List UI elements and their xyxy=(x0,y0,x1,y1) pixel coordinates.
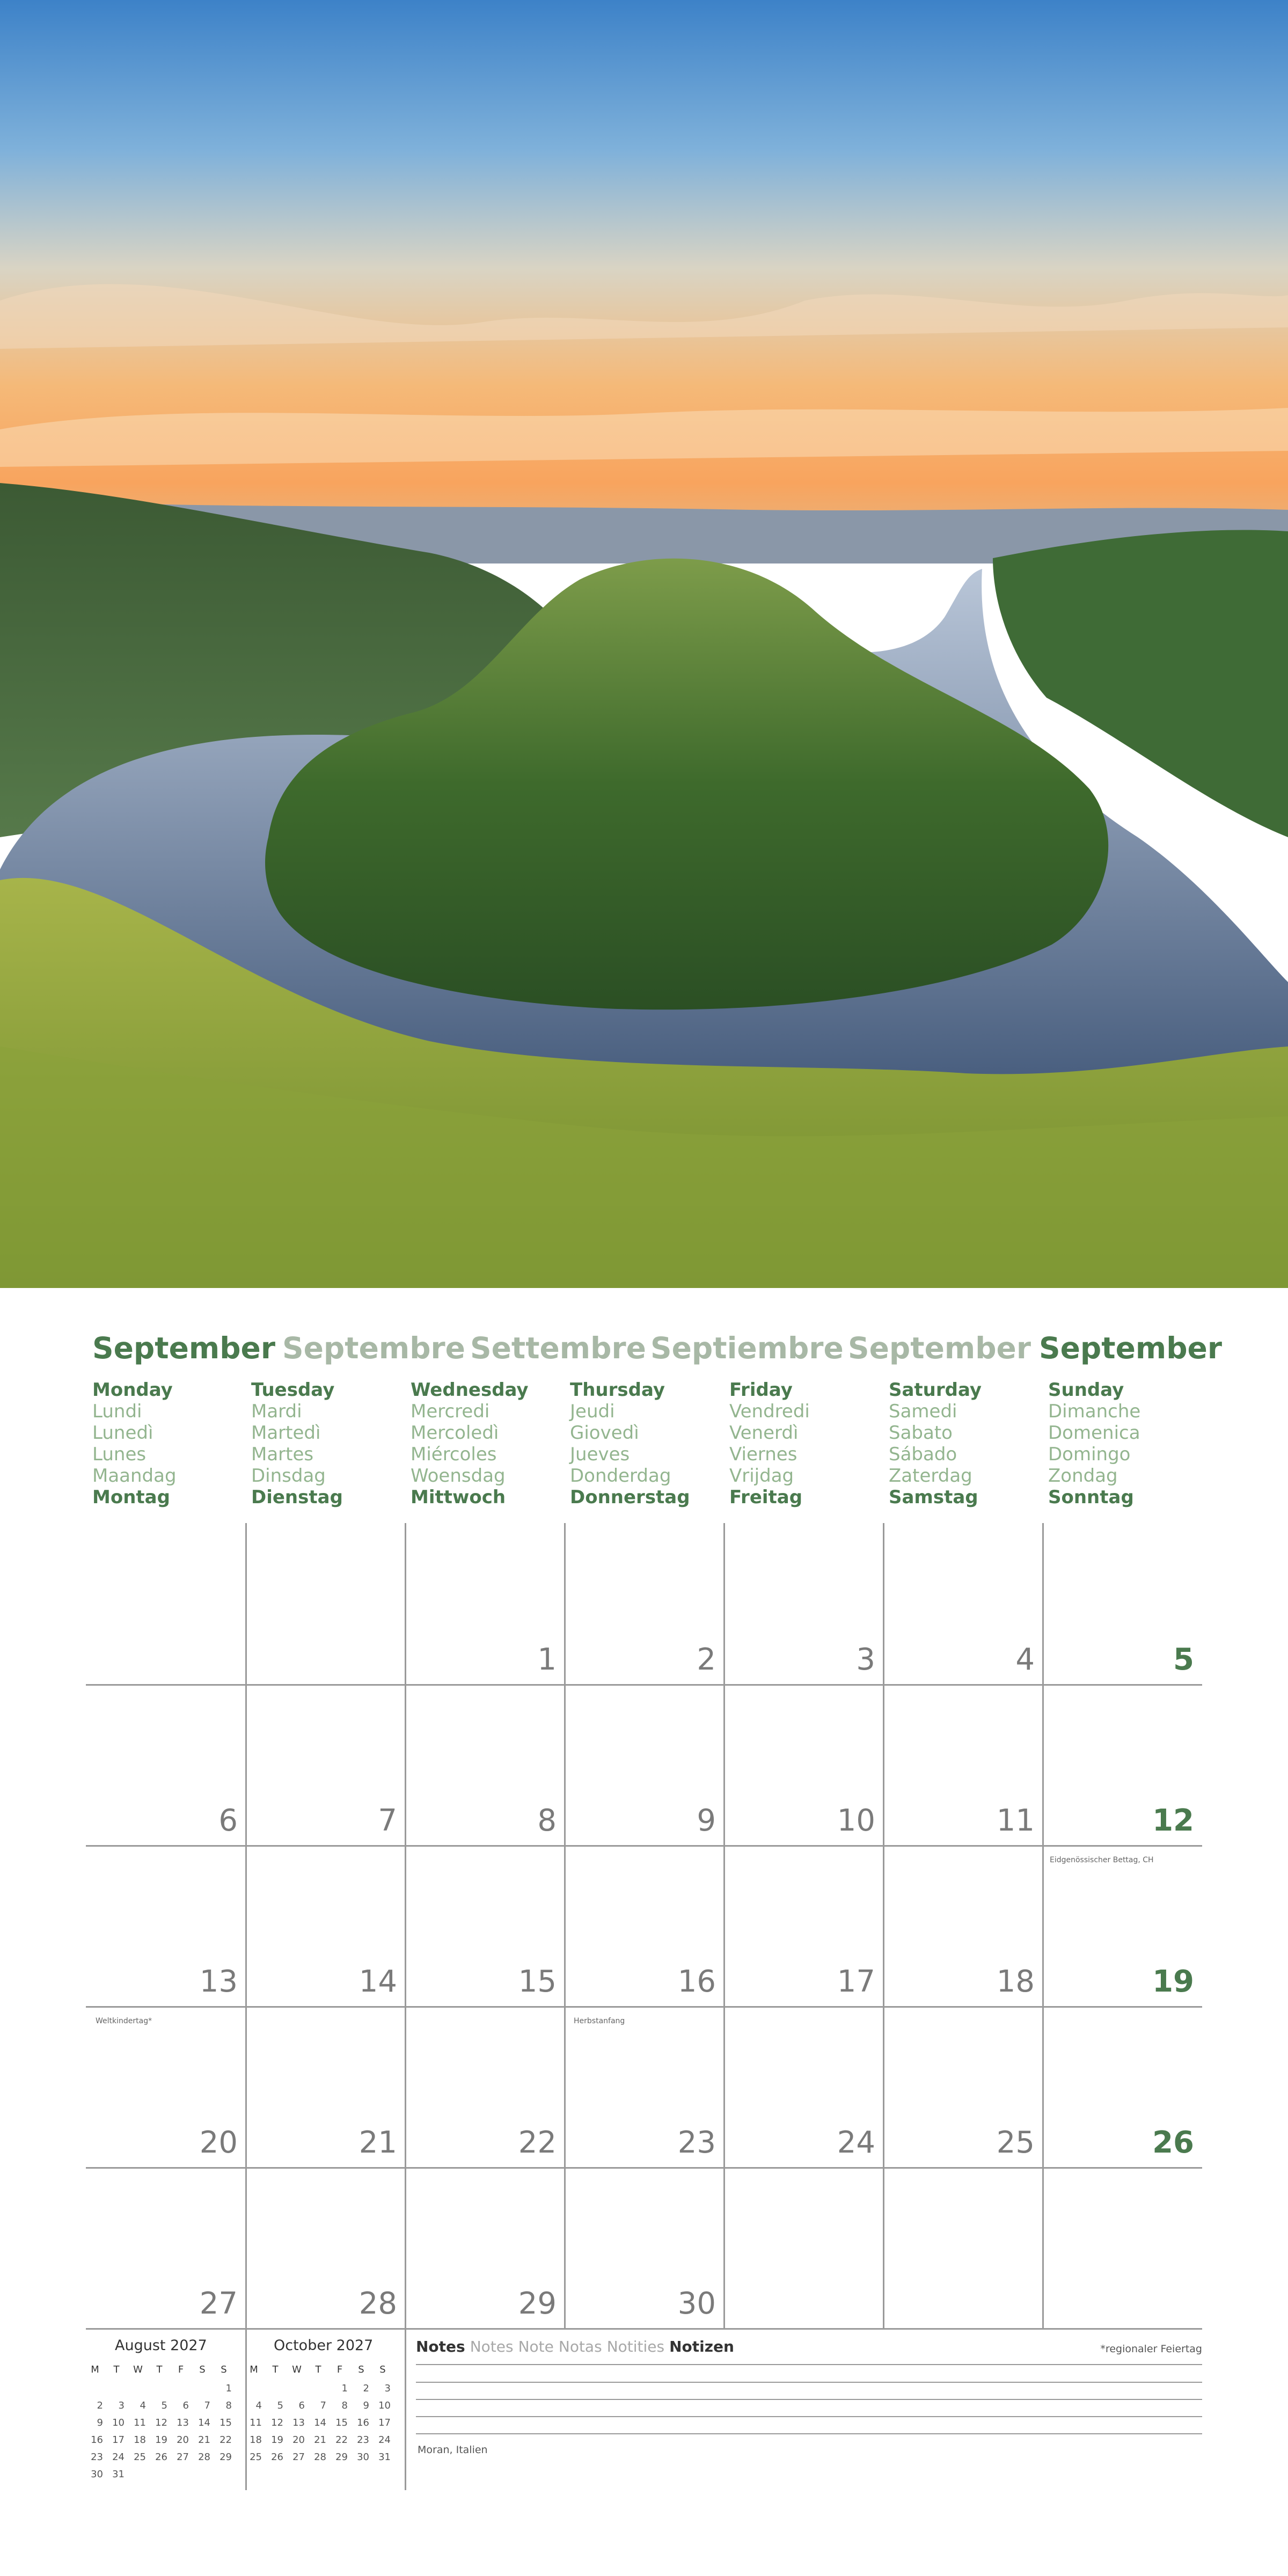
day-number: 13 xyxy=(199,1964,238,1999)
mini-calendar-weekday: S xyxy=(221,2364,227,2375)
weekday-column-thursday xyxy=(570,1379,690,1508)
weekday-name: Sunday xyxy=(1048,1379,1124,1401)
weekday-name: Zondag xyxy=(1048,1465,1118,1487)
day-number: 27 xyxy=(199,2286,238,2321)
weekday-name: Miércoles xyxy=(411,1444,497,1465)
weekday-column-wednesday xyxy=(411,1379,529,1508)
day-number: 28 xyxy=(358,2286,397,2321)
weekday-column-sunday xyxy=(1048,1379,1140,1508)
grid-line-vertical xyxy=(405,1523,406,2328)
mini-calendar-day: 7 xyxy=(320,2400,326,2411)
mini-calendar-day: 8 xyxy=(225,2400,232,2411)
footnote: *regionaler Feiertag xyxy=(1100,2343,1202,2355)
month-title-italian: Settembre xyxy=(470,1331,646,1365)
weekday-name: Sábado xyxy=(889,1444,957,1465)
day-number: 11 xyxy=(996,1803,1035,1838)
grid-line-horizontal xyxy=(86,2006,1202,2008)
weekday-column-monday xyxy=(92,1379,177,1508)
month-title-german: September xyxy=(1039,1331,1222,1365)
weekday-name: Maandag xyxy=(92,1465,177,1487)
grid-line-horizontal xyxy=(86,1845,1202,1847)
mini-calendar-day: 12 xyxy=(271,2417,283,2428)
mini-calendar-day: 26 xyxy=(155,2451,167,2463)
weekday-name: Jeudi xyxy=(570,1401,615,1422)
mini-calendar-day: 4 xyxy=(140,2400,146,2411)
weekday-name: Dienstag xyxy=(251,1487,343,1508)
mini-calendar-day: 24 xyxy=(112,2451,125,2463)
weekday-name: Tuesday xyxy=(251,1379,335,1401)
mini-calendar-day: 1 xyxy=(225,2383,232,2394)
weekday-name: Donnerstag xyxy=(570,1487,690,1508)
mini-calendar-weekday: T xyxy=(315,2364,321,2375)
notes-line xyxy=(416,2382,1202,2383)
weekday-name: Samstag xyxy=(889,1487,978,1508)
mini-calendar-day: 11 xyxy=(134,2417,146,2428)
mini-calendar-day: 30 xyxy=(91,2469,103,2480)
mini-calendar-day: 31 xyxy=(378,2451,391,2463)
mini-calendar-day: 5 xyxy=(161,2400,167,2411)
notes-header xyxy=(416,2338,739,2355)
mini-calendar-day: 27 xyxy=(177,2451,189,2463)
day-number: 6 xyxy=(218,1803,238,1838)
weekday-name: Venerdì xyxy=(729,1422,799,1444)
mini-calendar-day: 10 xyxy=(112,2417,125,2428)
weekday-name: Donderdag xyxy=(570,1465,671,1487)
day-number: 23 xyxy=(677,2125,716,2160)
weekday-name: Lunes xyxy=(92,1444,147,1465)
day-number: 5 xyxy=(1173,1642,1194,1677)
holiday-note: Eidgenössischer Bettag, CH xyxy=(1050,1856,1154,1864)
mini-calendar-day: 26 xyxy=(271,2451,283,2463)
day-number: 21 xyxy=(358,2125,397,2160)
day-number: 17 xyxy=(837,1964,875,1999)
mini-calendar-day: 14 xyxy=(314,2417,326,2428)
notes-label-it: Note xyxy=(518,2338,554,2355)
mini-calendar-day: 31 xyxy=(112,2469,125,2480)
weekday-name: Wednesday xyxy=(411,1379,529,1401)
day-number: 22 xyxy=(518,2125,557,2160)
mini-calendar-day: 11 xyxy=(250,2417,262,2428)
mini-calendar-day: 22 xyxy=(219,2434,232,2446)
month-title-dutch: September xyxy=(848,1331,1031,1365)
mini-calendar-day: 12 xyxy=(155,2417,167,2428)
mini-calendar-day: 3 xyxy=(384,2383,391,2394)
grid-line-horizontal xyxy=(86,2328,1202,2330)
weekday-name: Vrijdag xyxy=(729,1465,794,1487)
mini-calendar-day: 25 xyxy=(134,2451,146,2463)
day-number: 19 xyxy=(1152,1964,1194,1999)
mini-calendar-day: 15 xyxy=(335,2417,348,2428)
mini-calendar-weekday: F xyxy=(178,2364,184,2375)
notes-label-nl: Notities xyxy=(606,2338,665,2355)
weekday-name: Sabato xyxy=(889,1422,953,1444)
mini-calendar-day: 22 xyxy=(335,2434,348,2446)
mini-calendar-day: 16 xyxy=(357,2417,369,2428)
mini-calendar-day: 6 xyxy=(182,2400,189,2411)
mini-calendar-weekday: T xyxy=(156,2364,163,2375)
mini-calendar-day: 23 xyxy=(91,2451,103,2463)
weekday-name: Monday xyxy=(92,1379,173,1401)
day-number: 24 xyxy=(837,2125,875,2160)
mini-calendar-day: 7 xyxy=(204,2400,210,2411)
mini-calendar-title: August 2027 xyxy=(115,2337,207,2354)
mini-calendar-day: 20 xyxy=(292,2434,305,2446)
mini-calendar-day: 21 xyxy=(198,2434,210,2446)
grid-line-vertical xyxy=(245,1523,247,2328)
weekday-name: Woensdag xyxy=(411,1465,506,1487)
mini-calendar-day: 4 xyxy=(255,2400,262,2411)
weekday-name: Domingo xyxy=(1048,1444,1131,1465)
mini-calendar-day: 19 xyxy=(271,2434,283,2446)
weekday-name: Lundi xyxy=(92,1401,142,1422)
weekday-name: Mittwoch xyxy=(411,1487,506,1508)
mini-calendar-weekday: F xyxy=(336,2364,343,2375)
day-number: 12 xyxy=(1152,1803,1194,1838)
mini-calendar-day: 27 xyxy=(292,2451,305,2463)
day-number: 29 xyxy=(518,2286,557,2321)
weekday-column-tuesday xyxy=(251,1379,343,1508)
mini-calendar-weekday: W xyxy=(292,2364,302,2375)
day-number: 15 xyxy=(518,1964,557,1999)
mini-calendar-day: 20 xyxy=(177,2434,189,2446)
weekday-name: Dinsdag xyxy=(251,1465,326,1487)
mini-calendar-day: 6 xyxy=(298,2400,305,2411)
day-number: 25 xyxy=(996,2125,1035,2160)
month-title-english: September xyxy=(92,1331,275,1365)
mini-calendar-day: 17 xyxy=(378,2417,391,2428)
month-title-spanish: Septiembre xyxy=(650,1331,844,1365)
day-number: 30 xyxy=(677,2286,716,2321)
mini-calendar-day: 10 xyxy=(378,2400,391,2411)
grid-line-horizontal xyxy=(86,1684,1202,1686)
notes-label-en: Notes xyxy=(416,2338,465,2355)
mini-calendar-day: 28 xyxy=(314,2451,326,2463)
weekday-name: Mercredi xyxy=(411,1401,490,1422)
grid-line-horizontal xyxy=(86,2167,1202,2169)
weekday-name: Martes xyxy=(251,1444,314,1465)
mini-calendar-day: 3 xyxy=(118,2400,125,2411)
mini-calendar-day: 18 xyxy=(250,2434,262,2446)
grid-line-vertical xyxy=(564,1523,566,2328)
weekday-name: Mercoledì xyxy=(411,1422,499,1444)
mini-calendar-weekday: T xyxy=(272,2364,279,2375)
mini-calendar-day: 25 xyxy=(250,2451,262,2463)
day-number: 20 xyxy=(199,2125,238,2160)
mini-calendar-day: 1 xyxy=(341,2383,348,2394)
weekday-column-saturday xyxy=(889,1379,982,1508)
weekday-name: Mardi xyxy=(251,1401,302,1422)
mini-calendar-title: October 2027 xyxy=(274,2337,374,2354)
day-number: 10 xyxy=(837,1803,875,1838)
weekday-name: Domenica xyxy=(1048,1422,1140,1444)
mini-calendar-day: 15 xyxy=(219,2417,232,2428)
grid-line-vertical xyxy=(723,1523,725,2328)
grid-line-vertical xyxy=(1042,1523,1044,2328)
mini-calendar-day: 16 xyxy=(91,2434,103,2446)
mini-calendar-weekday: T xyxy=(113,2364,120,2375)
mini-calendar-weekday: S xyxy=(358,2364,364,2375)
weekday-name: Thursday xyxy=(570,1379,665,1401)
day-number: 7 xyxy=(378,1803,397,1838)
holiday-note: Weltkindertag* xyxy=(96,2017,152,2025)
weekday-name: Sonntag xyxy=(1048,1487,1134,1508)
notes-label-de: Notizen xyxy=(669,2338,734,2355)
day-number: 2 xyxy=(697,1642,716,1677)
mini-calendar-weekday: S xyxy=(199,2364,206,2375)
mini-calendar-day: 30 xyxy=(357,2451,369,2463)
weekday-name: Viernes xyxy=(729,1444,797,1465)
mini-calendar-day: 19 xyxy=(155,2434,167,2446)
weekday-name: Samedi xyxy=(889,1401,957,1422)
day-number: 1 xyxy=(537,1642,557,1677)
mini-calendar-day: 24 xyxy=(378,2434,391,2446)
notes-label-fr: Notes xyxy=(470,2338,514,2355)
weekday-name: Vendredi xyxy=(729,1401,810,1422)
weekday-name: Montag xyxy=(92,1487,170,1508)
month-title-french: Septembre xyxy=(282,1331,465,1365)
mini-calendar-day: 14 xyxy=(198,2417,210,2428)
day-number: 3 xyxy=(856,1642,875,1677)
holiday-note: Herbstanfang xyxy=(574,2017,625,2025)
mini-calendar-day: 21 xyxy=(314,2434,326,2446)
weekday-name: Lunedì xyxy=(92,1422,153,1444)
mini-calendar-day: 29 xyxy=(219,2451,232,2463)
weekday-name: Friday xyxy=(729,1379,793,1401)
weekday-name: Dimanche xyxy=(1048,1401,1141,1422)
mini-calendar-day: 23 xyxy=(357,2434,369,2446)
weekday-column-friday xyxy=(729,1379,810,1508)
weekday-name: Zaterdag xyxy=(889,1465,972,1487)
mini-calendar-day: 29 xyxy=(335,2451,348,2463)
day-number: 9 xyxy=(697,1803,716,1838)
mini-calendar-day: 9 xyxy=(363,2400,369,2411)
mini-calendar-day: 28 xyxy=(198,2451,210,2463)
day-number: 14 xyxy=(358,1964,397,1999)
mini-calendar-day: 18 xyxy=(134,2434,146,2446)
weekday-name: Freitag xyxy=(729,1487,803,1508)
mini-calendar-day: 9 xyxy=(97,2417,103,2428)
mini-calendar-weekday: S xyxy=(379,2364,386,2375)
mini-calendar-weekday: M xyxy=(91,2364,99,2375)
mini-calendar-day: 2 xyxy=(363,2383,369,2394)
mini-calendar-day: 8 xyxy=(341,2400,348,2411)
weekday-name: Jueves xyxy=(570,1444,630,1465)
weekday-name: Giovedì xyxy=(570,1422,639,1444)
day-number: 16 xyxy=(677,1964,716,1999)
bottom-divider xyxy=(405,2329,406,2490)
weekday-name: Martedì xyxy=(251,1422,321,1444)
notes-label-es: Notas xyxy=(558,2338,602,2355)
mini-calendar-day: 13 xyxy=(177,2417,189,2428)
grid-line-vertical xyxy=(883,1523,884,2328)
notes-line xyxy=(416,2416,1202,2417)
day-number: 4 xyxy=(1015,1642,1035,1677)
notes-line xyxy=(416,2364,1202,2365)
mini-calendar-day: 17 xyxy=(112,2434,125,2446)
notes-line xyxy=(416,2433,1202,2434)
mini-calendar-day: 2 xyxy=(97,2400,103,2411)
day-number: 8 xyxy=(537,1803,557,1838)
photo-caption: Moran, Italien xyxy=(418,2444,488,2456)
mini-calendar-day: 13 xyxy=(292,2417,305,2428)
mini-calendar-weekday: M xyxy=(250,2364,258,2375)
mini-calendar-day: 5 xyxy=(277,2400,283,2411)
mini-calendar-weekday: W xyxy=(133,2364,143,2375)
day-number: 26 xyxy=(1152,2125,1194,2160)
weekday-name: Saturday xyxy=(889,1379,982,1401)
notes-line xyxy=(416,2399,1202,2400)
day-number: 18 xyxy=(996,1964,1035,1999)
